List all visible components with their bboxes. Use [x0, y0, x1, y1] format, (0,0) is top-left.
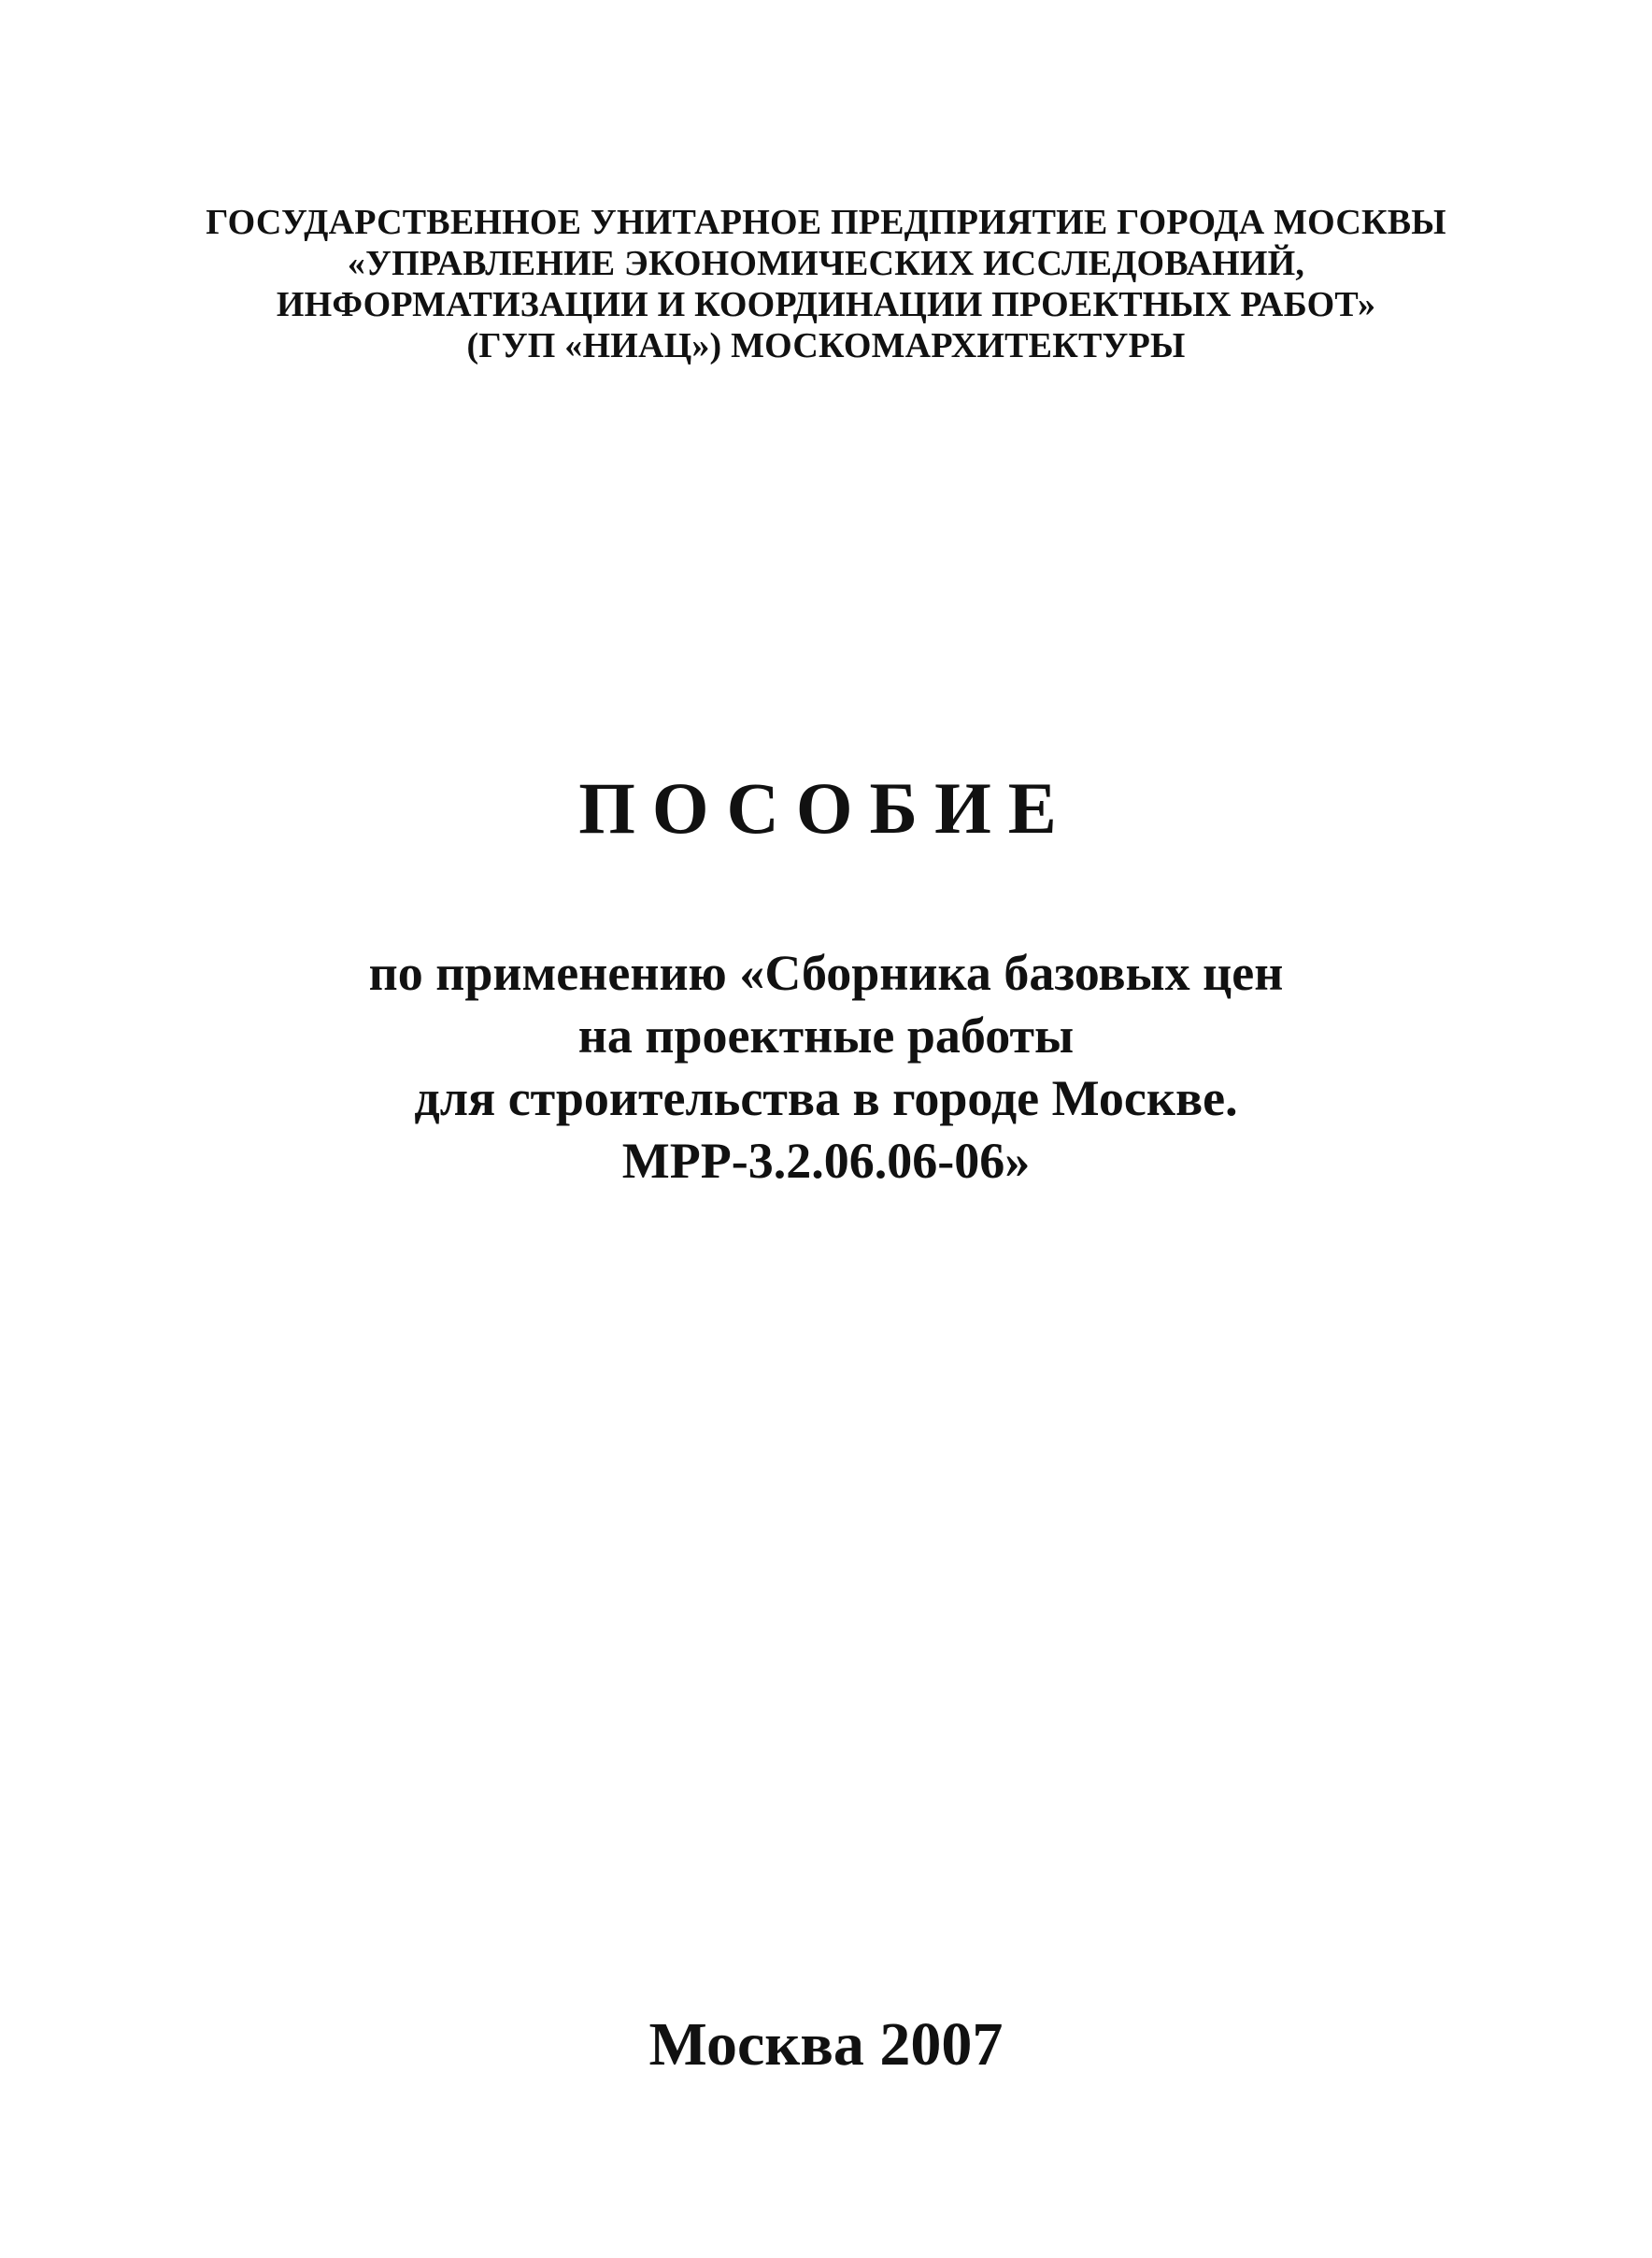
organization-header [0, 202, 1652, 366]
subtitle-line: МРР-3.2.06.06-06» [621, 1133, 1031, 1189]
document-subtitle [0, 942, 1652, 1193]
organization-line: (ГУП «НИАЦ») МОСКОМАРХИТЕКТУРЫ [466, 326, 1186, 365]
subtitle-line: по применению «Сборника базовых цен [368, 945, 1284, 1001]
subtitle-line: на проектные работы [577, 1008, 1075, 1064]
subtitle-line: для строительства в городе Москве. [414, 1070, 1238, 1126]
document-title: ПОСОБИЕ [578, 767, 1074, 849]
city-year: Москва 2007 [648, 2010, 1004, 2079]
organization-line: «УПРАВЛЕНИЕ ЭКОНОМИЧЕСКИХ ИССЛЕДОВАНИЙ, [347, 244, 1305, 283]
organization-line: ГОСУДАРСТВЕННОЕ УНИТАРНОЕ ПРЕДПРИЯТИЕ ГОРОДА МОСКВЫ [206, 203, 1446, 242]
organization-line: ИНФОРМАТИЗАЦИИ И КООРДИНАЦИИ ПРОЕКТНЫХ РАБОТ» [276, 285, 1376, 324]
